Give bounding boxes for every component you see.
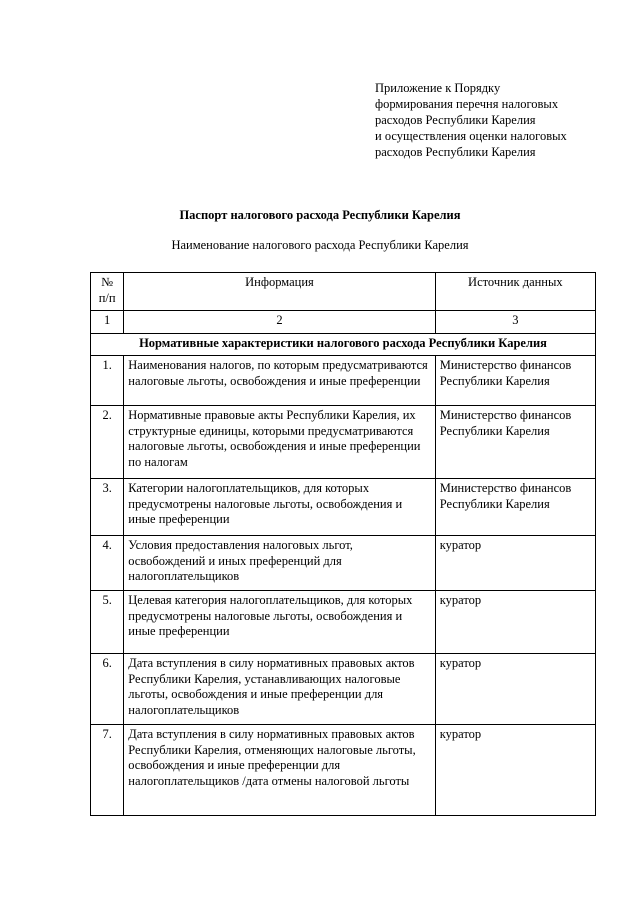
document-subtitle: Наименование налогового расхода Республики Карелия [171, 238, 469, 252]
table-row [91, 591, 596, 654]
header-source-cell: Источник данных [435, 273, 595, 311]
row-number: 3. [91, 479, 124, 536]
row-info: Целевая категория налогоплательщиков, для которых предусмотрены налоговые льготы, освобождения и иные преференции [124, 591, 435, 654]
table-header-row [91, 273, 596, 311]
column-index-row [91, 311, 596, 334]
passport-table [90, 272, 596, 816]
row-source: куратор [435, 654, 595, 725]
appendix-note [375, 80, 625, 160]
column-index-cell: 1 [91, 311, 124, 334]
row-info: Дата вступления в силу нормативных правовых актов Республики Карелия, устанавливающих налоговые льготы, освобождения и иные преференции для налогоплательщиков [124, 654, 435, 725]
section-header-row [91, 333, 596, 356]
row-info: Дата вступления в силу нормативных правовых актов Республики Карелия, отменяющих налоговые льготы, освобождения и иные преференции для налогоплательщиков /дата отмены налоговой льготы [124, 725, 435, 816]
row-source: куратор [435, 725, 595, 816]
section-header-cell: Нормативные характеристики налогового расхода Республики Карелия [91, 333, 596, 356]
row-source: Министерство финансов Республики Карелия [435, 406, 595, 479]
table-row [91, 725, 596, 816]
row-info: Условия предоставления налоговых льгот, освобождений и иных преференций для налогоплательщиков [124, 536, 435, 591]
table-row [91, 654, 596, 725]
row-info: Нормативные правовые акты Республики Карелия, их структурные единицы, которыми предусматриваются налоговые льготы, освобождения и иные преференции по налогам [124, 406, 435, 479]
row-info: Наименования налогов, по которым предусматриваются налоговые льготы, освобождения и иные преференции [124, 356, 435, 406]
appendix-line: расходов Республики Карелия [375, 145, 536, 159]
row-info: Категории налогоплательщиков, для которых предусмотрены налоговые льготы, освобождения и иные преференции [124, 479, 435, 536]
row-source: Министерство финансов Республики Карелия [435, 479, 595, 536]
table-row [91, 406, 596, 479]
table-row [91, 536, 596, 591]
row-number: 2. [91, 406, 124, 479]
row-number: 6. [91, 654, 124, 725]
document-title: Паспорт налогового расхода Республики Карелия [179, 208, 461, 222]
row-number: 1. [91, 356, 124, 406]
table-row [91, 356, 596, 406]
header-num-line1: № [101, 275, 114, 289]
appendix-line: расходов Республики Карелия [375, 113, 536, 127]
column-index-cell: 3 [435, 311, 595, 334]
row-number: 5. [91, 591, 124, 654]
row-source: Министерство финансов Республики Карелия [435, 356, 595, 406]
row-source: куратор [435, 536, 595, 591]
header-info-cell: Информация [124, 273, 435, 311]
row-number: 4. [91, 536, 124, 591]
row-number: 7. [91, 725, 124, 816]
header-num-line2: п/п [98, 290, 116, 305]
appendix-line: и осуществления оценки налоговых [375, 129, 567, 143]
appendix-line: формирования перечня налоговых [375, 97, 559, 111]
row-source: куратор [435, 591, 595, 654]
header-num-cell [91, 273, 124, 311]
column-index-cell: 2 [124, 311, 435, 334]
appendix-line: Приложение к Порядку [375, 81, 501, 95]
table-row [91, 479, 596, 536]
